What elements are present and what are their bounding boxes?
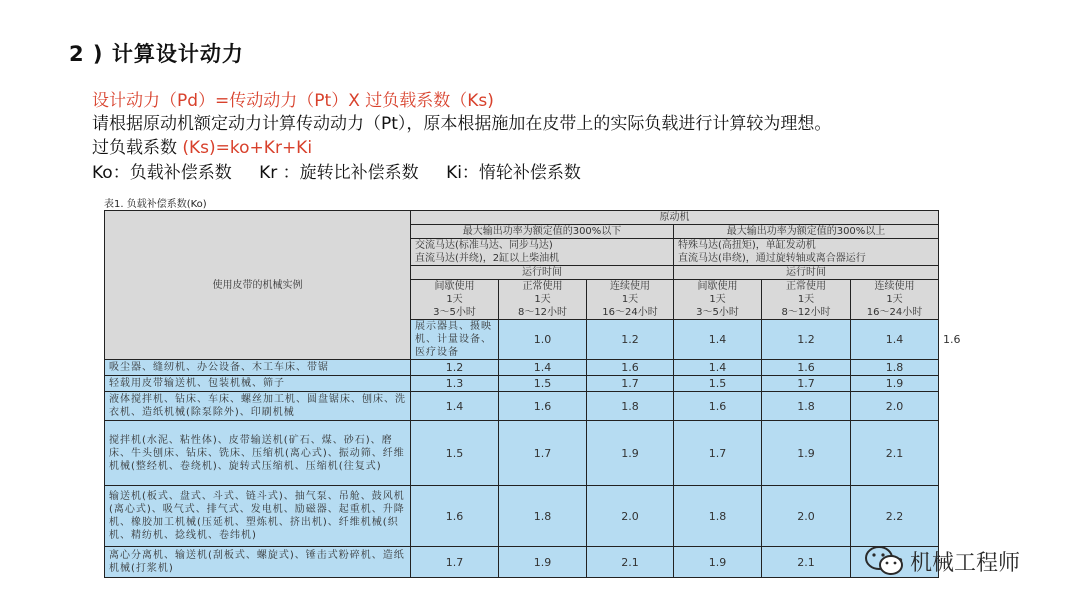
coefficient-value: 1.7 xyxy=(411,547,499,578)
coefficient-value: 1.8 xyxy=(674,486,762,547)
usage-header: 间歇使用 1天 3～5小时 xyxy=(411,280,499,320)
machine-example: 吸尘器、缝纫机、办公设备、木工车床、带锯 xyxy=(105,360,411,376)
coefficient-value: 1.4 xyxy=(499,360,587,376)
coefficient-value: 1.6 xyxy=(674,392,762,421)
coefficient-value: 1.5 xyxy=(499,376,587,392)
table-row xyxy=(105,376,939,392)
motor-low-cell xyxy=(411,239,674,266)
coefficient-value: 1.4 xyxy=(674,360,762,376)
load-compensation-table xyxy=(104,210,961,578)
section-heading: 2 ) 计算设计动力 xyxy=(69,42,244,66)
coefficient-value: 1.8 xyxy=(587,392,674,421)
coefficient-value: 1.4 xyxy=(411,392,499,421)
usage-header: 连续使用 1天 16～24小时 xyxy=(587,280,674,320)
machine-example: 搅拌机(水泥、粘性体)、皮带输送机(矿石、煤、砂石)、磨床、牛头刨床、钻床、铣床、压缩机(离心式)、振动筛、纤维机械(整经机、卷绕机)、旋转式压缩机、压缩机(往复式) xyxy=(105,421,411,486)
coefficient-value: 1.7 xyxy=(674,421,762,486)
machine-example: 轻载用皮带输送机、包装机械、筛子 xyxy=(105,376,411,392)
table-row xyxy=(105,547,939,578)
coefficient-value: 1.2 xyxy=(762,320,851,360)
usage-header: 正常使用 1天 8～12小时 xyxy=(499,280,587,320)
coefficient-value: 1.6 xyxy=(762,360,851,376)
coefficient-value: 1.8 xyxy=(851,360,939,376)
usage-header: 正常使用 1天 8～12小时 xyxy=(762,280,851,320)
machine-example: 展示器具、摄映机、计量设备、医疗设备 xyxy=(411,320,499,360)
coefficient-value: 1.7 xyxy=(762,376,851,392)
coefficient-value: 1.0 xyxy=(499,320,587,360)
coefficient-value: 2.0 xyxy=(587,486,674,547)
coefficient-value: 2.0 xyxy=(851,392,939,421)
coefficient-value: 1.9 xyxy=(587,421,674,486)
machine-example-header: 使用皮带的机械实例 xyxy=(105,211,411,360)
ko-definition: Ko：负载补偿系数 xyxy=(92,163,232,183)
coefficient-value: 2.2 xyxy=(851,486,939,547)
design-power-formula: 设计动力（Pd）=传动动力（Pt）X 过负载系数（Ks) xyxy=(92,91,494,111)
overload-coefficient-formula: (Ks)=ko+Kr+Ki xyxy=(182,138,313,158)
watermark-text: 机械工程师 xyxy=(910,550,1021,576)
table-caption: 表1. 负载补偿系数(Ko) xyxy=(104,199,207,210)
watermark xyxy=(864,545,1020,577)
table-row: 展示器具、摄映机、计量设备、医疗设备 1.0 1.2 1.4 1.2 1.4 1.6 xyxy=(105,320,939,360)
coefficient-value: 1.4 xyxy=(674,320,762,360)
explanation-text: 请根据原动机额定动力计算传动动力（Pt），原本根据施加在皮带上的实际负载进行计算较为理想。 xyxy=(92,114,832,134)
usage-header: 连续使用 1天 16～24小时 xyxy=(851,280,939,320)
coefficient-value: 1.7 xyxy=(587,376,674,392)
motor-high-cell xyxy=(674,239,939,266)
coefficient-value: 2.0 xyxy=(762,486,851,547)
coefficient-value: 1.6 xyxy=(587,360,674,376)
table-row xyxy=(105,486,939,547)
group-high-header: 最大输出功率为额定值的300%以上 xyxy=(674,225,939,239)
coefficient-value: 1.9 xyxy=(851,376,939,392)
coefficient-value: 2.1 xyxy=(587,547,674,578)
coefficient-value: 1.2 xyxy=(411,360,499,376)
run-time-header: 运行时间 xyxy=(674,266,939,280)
coefficient-value: 1.6 xyxy=(499,392,587,421)
group-low-header: 最大输出功率为额定值的300%以下 xyxy=(411,225,674,239)
table-row xyxy=(105,392,939,421)
coefficient-value: 1.8 xyxy=(499,486,587,547)
coefficient-value: 1.3 xyxy=(411,376,499,392)
coefficient-value: 1.5 xyxy=(674,376,762,392)
machine-example: 离心分离机、输送机(刮板式、螺旋式)、锤击式粉碎机、造纸机械(打浆机) xyxy=(105,547,411,578)
table-row xyxy=(105,421,939,486)
coefficient-definitions xyxy=(92,158,581,183)
coefficient-value: 1.8 xyxy=(762,392,851,421)
coefficient-value: 2.1 xyxy=(762,547,851,578)
overload-coefficient-line xyxy=(92,133,312,158)
kr-definition: Kr ：旋转比补偿系数 xyxy=(259,163,419,183)
overload-coefficient-label: 过负载系数 xyxy=(92,138,177,158)
coefficient-value: 1.9 xyxy=(674,547,762,578)
coefficient-value: 1.5 xyxy=(411,421,499,486)
machine-example: 输送机(板式、盘式、斗式、链斗式)、抽气泵、吊舱、鼓风机(离心式)、吸气式、排气式、发电机、励磁器、起重机、升降机、橡胶加工机械(压延机、塑炼机、挤出机)、纤维机械(织机、精纺机、捻线机、卷纬机) xyxy=(105,486,411,547)
usage-header: 间歇使用 1天 3～5小时 xyxy=(674,280,762,320)
coefficient-value: 1.9 xyxy=(499,547,587,578)
ki-definition: Ki：惰轮补偿系数 xyxy=(446,163,581,183)
motor-high-line: 特殊马达(高扭矩)，单缸发动机 xyxy=(678,240,816,251)
coefficient-value: 1.4 xyxy=(851,320,939,360)
coefficient-value: 1.6 xyxy=(411,486,499,547)
run-time-header: 运行时间 xyxy=(411,266,674,280)
motor-low-line: 交流马达(标准马达、同步马达) xyxy=(415,240,553,251)
coefficient-value: 2.1 xyxy=(851,421,939,486)
motor-low-line: 直流马达(并绕)，2缸以上柴油机 xyxy=(415,253,560,264)
prime-mover-header: 原动机 xyxy=(411,211,939,225)
coefficient-value: 1.7 xyxy=(499,421,587,486)
machine-example: 液体搅拌机、钻床、车床、螺丝加工机、圆盘锯床、刨床、洗衣机、造纸机械(除泵除外)、印刷机械 xyxy=(105,392,411,421)
motor-high-line: 直流马达(串绕)，通过旋转轴或离合器运行 xyxy=(678,253,866,264)
coefficient-value: 1.9 xyxy=(762,421,851,486)
wechat-icon xyxy=(864,545,904,577)
table-row xyxy=(105,360,939,376)
coefficient-value: 1.2 xyxy=(587,320,674,360)
